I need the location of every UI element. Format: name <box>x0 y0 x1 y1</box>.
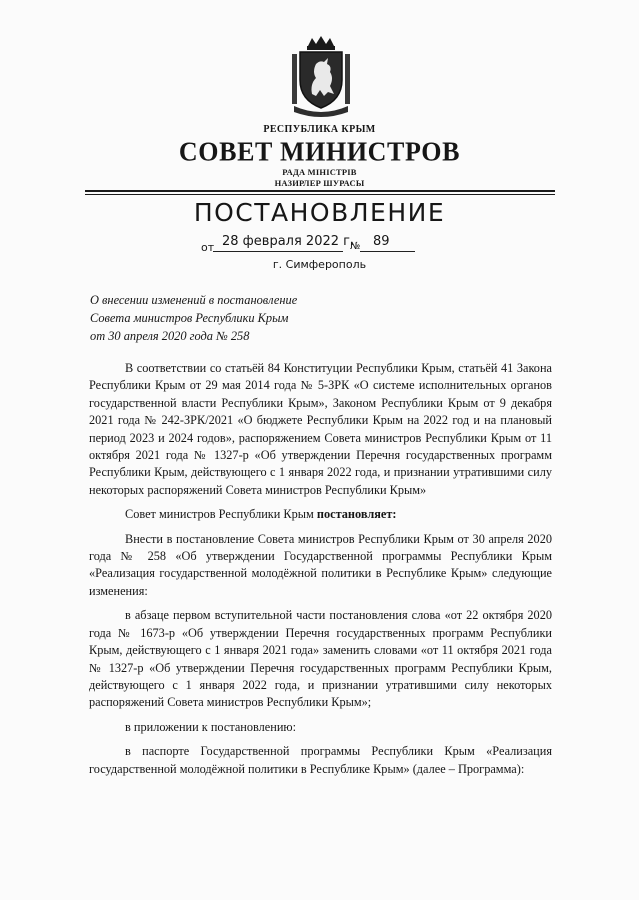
republic-name: РЕСПУБЛИКА КРЫМ <box>263 124 376 135</box>
council-title: СОВЕТ МИНИСТРОВ <box>178 136 461 167</box>
body-paragraph-appendix: в приложении к постановлению: <box>125 719 297 734</box>
document-city: г. Симферополь <box>272 258 367 271</box>
body-paragraph-legal-basis: В соответствии со статьёй 84 Конституции Республики Крым, статьёй 41 Закона Республики Крым от 29 мая 2014 года № 5-ЗРК «О системе исполнительных органов государственной власти Республики Крым», Законом Республики Крым от 9 декабря 2021 года № 242-ЗРК/2021 «О бюджете Республики Крым на 2022 год и на плановый период 2023 и 2024 годов», распоряжением Совета министров Республики Крым от 11 октября 2021 года № 1327-р «Об утверждении Перечня государственных программ Республики Крым, действующего с 1 января 2022 года, и признании утратившими силу некоторых распоряжений Совета министров Республики Крым» <box>89 361 552 497</box>
subject-line: от 30 апреля 2020 года № 258 <box>90 329 250 344</box>
body-paragraph-amend: Внести в постановление Совета министров Республики Крым от 30 апреля 2020 года № 258 «Об утверждении Государственной программы Республики Крым «Реализация государственной молодёжной политики в Республике Крым» следующие изменения: <box>89 531 552 598</box>
body-paragraph-replace-words: в абзаце первом вступительной части постановления слова «от 22 октября 2020 года № 1673-р «Об утверждении Перечня государственных программ Республики Крым, действующего с 1 января 2021 года» заменить словами «от 11 октября 2021 года № 1327-р «Об утверждении Перечня государственных программ Республики Крым, действующего с 1 января 2022 года, и признании утратившими силу некоторых распоряжений Совета министров Республики Крым»; <box>89 608 552 710</box>
document-date: 28 февраля 2022 г. <box>222 234 355 249</box>
date-underline <box>213 251 343 252</box>
body-paragraph-resolution <box>89 506 552 523</box>
date-prefix: от <box>201 241 215 254</box>
resolution-text: Совет министров Республики Крым <box>125 507 317 522</box>
subject-line: Совета министров Республики Крым <box>90 311 289 326</box>
header-divider-thick <box>85 190 555 192</box>
body-paragraph-passport: в паспорте Государственной программы Республики Крым «Реализация государственной молодёжной политики в Республике Крым» (далее – Программа): <box>89 744 552 776</box>
crimea-coat-of-arms-icon <box>290 36 352 118</box>
document-number: 89 <box>373 234 390 249</box>
document-body <box>89 360 552 778</box>
resolution-verb: постановляет: <box>316 507 397 522</box>
document-type-title: ПОСТАНОВЛЕНИЕ <box>193 198 446 227</box>
subject-line: О внесении изменений в постановление <box>90 293 298 307</box>
number-underline <box>360 251 415 252</box>
header-divider-thin <box>85 194 555 195</box>
date-number-line <box>0 232 639 256</box>
document-subject <box>90 291 390 346</box>
council-title-crimean-tatar: НАЗИРЛЕР ШУРАСЫ <box>274 178 365 188</box>
council-title-ukrainian: РАДА МІНІСТРІВ <box>282 167 357 177</box>
number-sign: № <box>350 241 361 252</box>
